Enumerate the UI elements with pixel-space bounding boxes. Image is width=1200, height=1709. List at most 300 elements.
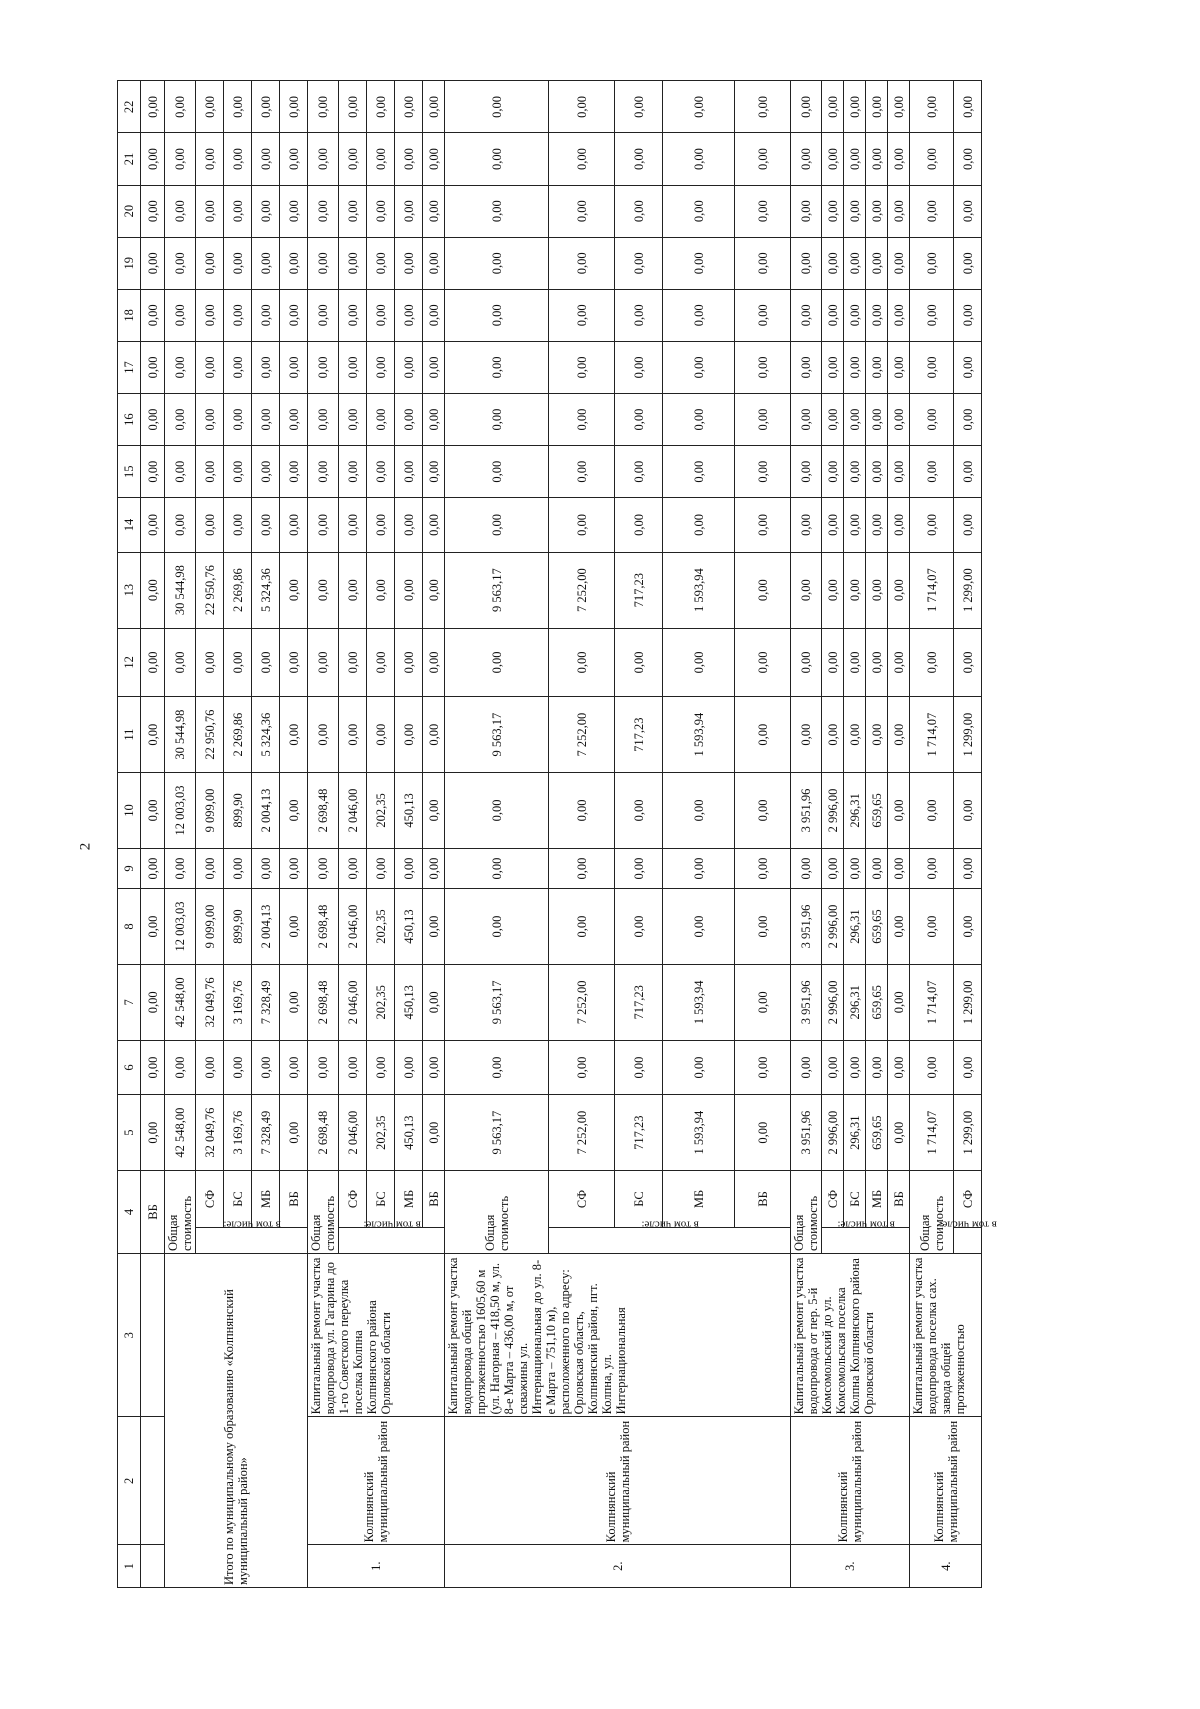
source-cell: СФ	[339, 1171, 367, 1228]
value-cell: 0,00	[735, 1040, 791, 1094]
value-cell: 1 714,07	[910, 552, 954, 628]
value-cell: 5 324,36	[252, 552, 280, 628]
value-cell: 0,00	[308, 446, 339, 498]
value-cell: 3 951,96	[791, 889, 822, 965]
value-cell: 0,00	[141, 446, 165, 498]
value-cell: 0,00	[423, 964, 445, 1040]
value-cell: 0,00	[822, 237, 844, 289]
value-cell: 2 996,00	[822, 773, 844, 849]
value-cell: 0,00	[395, 81, 423, 133]
value-cell: 2 269,86	[224, 552, 252, 628]
value-cell: 0,00	[308, 552, 339, 628]
page-number: 2	[77, 842, 94, 851]
value-cell: 0,00	[196, 133, 224, 185]
value-cell: 0,00	[844, 341, 866, 393]
col-22: 22	[118, 81, 141, 133]
source-cell: БС	[615, 1171, 663, 1228]
source-cell: ВБ	[735, 1171, 791, 1228]
value-cell: 0,00	[252, 237, 280, 289]
object-number: 3.	[791, 1545, 910, 1588]
col-17: 17	[118, 341, 141, 393]
value-cell: 0,00	[822, 81, 844, 133]
col-21: 21	[118, 133, 141, 185]
value-cell: 0,00	[735, 1095, 791, 1171]
source-cell: БС	[367, 1171, 395, 1228]
value-cell: 0,00	[954, 341, 982, 393]
value-cell: 0,00	[280, 498, 308, 552]
value-cell: 0,00	[791, 498, 822, 552]
value-cell: 0,00	[196, 498, 224, 552]
value-cell: 0,00	[888, 133, 910, 185]
col-11: 11	[118, 697, 141, 773]
value-cell: 3 169,76	[224, 964, 252, 1040]
value-cell: 0,00	[196, 341, 224, 393]
value-cell: 0,00	[339, 498, 367, 552]
value-cell: 1 299,00	[954, 964, 982, 1040]
value-cell: 0,00	[954, 773, 982, 849]
value-cell: 0,00	[367, 394, 395, 446]
value-cell: 0,00	[615, 848, 663, 888]
value-cell: 0,00	[141, 237, 165, 289]
col-12: 12	[118, 628, 141, 697]
value-cell: 0,00	[910, 848, 954, 888]
table-row	[141, 29, 165, 1588]
source-cell: СФ	[954, 1171, 982, 1228]
value-cell: 0,00	[549, 341, 615, 393]
value-cell: 0,00	[395, 289, 423, 341]
value-cell: 0,00	[339, 133, 367, 185]
value-cell: 2 004,13	[252, 773, 280, 849]
value-cell: 0,00	[663, 848, 735, 888]
value-cell: 0,00	[954, 889, 982, 965]
value-cell: 0,00	[549, 773, 615, 849]
value-cell: 0,00	[791, 289, 822, 341]
value-cell: 202,35	[367, 964, 395, 1040]
value-cell: 0,00	[445, 628, 549, 697]
col-3: 3	[118, 1253, 141, 1416]
value-cell: 7 328,49	[252, 1095, 280, 1171]
value-cell: 0,00	[910, 628, 954, 697]
value-cell: 0,00	[280, 133, 308, 185]
value-cell: 0,00	[308, 133, 339, 185]
value-cell: 0,00	[252, 185, 280, 237]
value-cell: 2 046,00	[339, 964, 367, 1040]
value-cell: 0,00	[423, 1095, 445, 1171]
value-cell: 0,00	[308, 628, 339, 697]
object-description: Капитальный ремонт участка водопровода от пер. 5-й Комсомольский до ул. Комсомольская поселка Колпна Колпнянского района Орловской области	[791, 1253, 910, 1416]
value-cell: 0,00	[395, 1040, 423, 1094]
value-cell: 2 046,00	[339, 773, 367, 849]
value-cell: 0,00	[280, 446, 308, 498]
value-cell: 3 951,96	[791, 773, 822, 849]
value-cell: 0,00	[615, 498, 663, 552]
value-cell: 0,00	[280, 773, 308, 849]
value-cell: 0,00	[866, 394, 888, 446]
value-cell: 2 046,00	[339, 889, 367, 965]
value-cell: 0,00	[423, 848, 445, 888]
value-cell: 0,00	[954, 289, 982, 341]
vtom-label-text: в том числе:	[223, 1218, 282, 1231]
value-cell: 0,00	[844, 394, 866, 446]
col-4: 4	[118, 1171, 141, 1254]
value-cell: 32 049,76	[196, 964, 224, 1040]
value-cell: 202,35	[367, 1095, 395, 1171]
source-cell: ВБ	[280, 1171, 308, 1228]
value-cell: 0,00	[280, 848, 308, 888]
value-cell: 0,00	[423, 446, 445, 498]
table-row	[791, 29, 822, 1588]
value-cell: 0,00	[445, 237, 549, 289]
value-cell: 7 252,00	[549, 964, 615, 1040]
value-cell: 3 951,96	[791, 1095, 822, 1171]
value-cell: 0,00	[445, 133, 549, 185]
value-cell: 0,00	[822, 848, 844, 888]
value-cell: 0,00	[791, 185, 822, 237]
value-cell: 0,00	[339, 81, 367, 133]
value-cell: 0,00	[844, 498, 866, 552]
value-cell: 0,00	[196, 237, 224, 289]
value-cell: 0,00	[224, 1040, 252, 1094]
value-cell: 0,00	[954, 81, 982, 133]
value-cell: 0,00	[549, 498, 615, 552]
col-7: 7	[118, 964, 141, 1040]
value-cell: 3 169,76	[224, 1095, 252, 1171]
value-cell: 0,00	[445, 1040, 549, 1094]
value-cell: 0,00	[423, 394, 445, 446]
value-cell: 450,13	[395, 889, 423, 965]
vtom-label-text: в том числе:	[363, 1218, 422, 1231]
value-cell: 0,00	[549, 289, 615, 341]
value-cell: 0,00	[615, 394, 663, 446]
value-cell: 0,00	[954, 848, 982, 888]
value-cell: 717,23	[615, 697, 663, 773]
value-cell: 0,00	[888, 848, 910, 888]
value-cell: 2 698,48	[308, 964, 339, 1040]
value-cell: 2 996,00	[822, 964, 844, 1040]
col-18: 18	[118, 289, 141, 341]
col-1: 1	[118, 1545, 141, 1588]
value-cell: 0,00	[735, 498, 791, 552]
col-5: 5	[118, 1095, 141, 1171]
value-cell: 0,00	[395, 133, 423, 185]
col-14: 14	[118, 498, 141, 552]
value-cell: 0,00	[141, 848, 165, 888]
value-cell: 0,00	[663, 185, 735, 237]
source-cell: МБ	[663, 1171, 735, 1228]
value-cell: 0,00	[252, 1040, 280, 1094]
value-cell: 0,00	[663, 289, 735, 341]
value-cell: 0,00	[141, 133, 165, 185]
vtom-label	[822, 1218, 910, 1253]
value-cell: 0,00	[423, 81, 445, 133]
value-cell: 0,00	[866, 697, 888, 773]
value-cell: 0,00	[395, 628, 423, 697]
source-cell: ВБ	[423, 1171, 445, 1228]
col-2: 2	[118, 1417, 141, 1545]
source-cell: СФ	[196, 1171, 224, 1228]
value-cell: 0,00	[866, 446, 888, 498]
value-cell: 0,00	[735, 341, 791, 393]
value-cell: 0,00	[735, 133, 791, 185]
value-cell: 0,00	[196, 81, 224, 133]
value-cell: 0,00	[252, 394, 280, 446]
value-cell: 0,00	[339, 446, 367, 498]
value-cell: 0,00	[888, 1040, 910, 1094]
value-cell: 0,00	[367, 185, 395, 237]
value-cell: 7 252,00	[549, 697, 615, 773]
value-cell: 0,00	[423, 237, 445, 289]
value-cell: 0,00	[196, 628, 224, 697]
value-cell: 0,00	[844, 628, 866, 697]
value-cell: 0,00	[308, 341, 339, 393]
value-cell: 0,00	[395, 848, 423, 888]
value-cell: 1 714,07	[910, 964, 954, 1040]
value-cell: 0,00	[280, 81, 308, 133]
value-cell: 0,00	[549, 81, 615, 133]
value-cell: 0,00	[395, 446, 423, 498]
value-cell: 0,00	[822, 394, 844, 446]
value-cell: 202,35	[367, 889, 395, 965]
value-cell: 0,00	[395, 498, 423, 552]
value-cell: 0,00	[791, 552, 822, 628]
value-cell: 0,00	[423, 552, 445, 628]
value-cell: 30 544,98	[165, 697, 196, 773]
value-cell: 0,00	[822, 628, 844, 697]
value-cell: 9 099,00	[196, 889, 224, 965]
value-cell: 1 593,94	[663, 964, 735, 1040]
value-cell: 1 299,00	[954, 552, 982, 628]
value-cell: 0,00	[280, 341, 308, 393]
value-cell: 0,00	[735, 848, 791, 888]
value-cell: 0,00	[549, 133, 615, 185]
value-cell: 0,00	[308, 498, 339, 552]
value-cell: 0,00	[445, 446, 549, 498]
value-cell: 0,00	[791, 394, 822, 446]
value-cell: 0,00	[844, 446, 866, 498]
source-cell: ВБ	[141, 1171, 165, 1254]
value-cell: 0,00	[844, 848, 866, 888]
value-cell: 0,00	[141, 964, 165, 1040]
value-cell: 0,00	[308, 185, 339, 237]
obshaya-label: Общая стоимость	[791, 1171, 822, 1254]
value-cell: 0,00	[866, 289, 888, 341]
table-row	[910, 29, 954, 1588]
value-cell: 659,65	[866, 1095, 888, 1171]
vtom-label	[339, 1218, 445, 1253]
value-cell: 0,00	[423, 133, 445, 185]
value-cell: 0,00	[822, 185, 844, 237]
value-cell: 0,00	[910, 237, 954, 289]
value-cell: 0,00	[423, 697, 445, 773]
value-cell: 0,00	[735, 628, 791, 697]
value-cell: 0,00	[224, 341, 252, 393]
value-cell: 0,00	[445, 341, 549, 393]
col-10: 10	[118, 773, 141, 849]
col-16: 16	[118, 394, 141, 446]
value-cell: 0,00	[339, 185, 367, 237]
value-cell: 0,00	[224, 394, 252, 446]
table-body	[141, 29, 998, 1588]
value-cell: 0,00	[735, 697, 791, 773]
vtom-label	[939, 1218, 998, 1253]
value-cell: 0,00	[910, 185, 954, 237]
value-cell: 0,00	[224, 81, 252, 133]
value-cell: 0,00	[910, 889, 954, 965]
blank-cell	[141, 1417, 165, 1545]
value-cell: 0,00	[888, 81, 910, 133]
value-cell: 0,00	[663, 394, 735, 446]
value-cell: 0,00	[954, 628, 982, 697]
value-cell: 0,00	[866, 185, 888, 237]
value-cell: 0,00	[141, 1040, 165, 1094]
value-cell: 899,90	[224, 773, 252, 849]
value-cell: 0,00	[844, 289, 866, 341]
value-cell: 0,00	[663, 341, 735, 393]
value-cell: 0,00	[888, 773, 910, 849]
value-cell: 0,00	[339, 848, 367, 888]
value-cell: 9 563,17	[445, 964, 549, 1040]
value-cell: 0,00	[663, 446, 735, 498]
value-cell: 3 951,96	[791, 964, 822, 1040]
value-cell: 0,00	[423, 289, 445, 341]
obshaya-label: Общая стоимость	[308, 1171, 339, 1254]
source-cell: МБ	[252, 1171, 280, 1228]
value-cell: 0,00	[735, 552, 791, 628]
value-cell: 0,00	[308, 81, 339, 133]
value-cell: 0,00	[280, 289, 308, 341]
value-cell: 0,00	[367, 1040, 395, 1094]
value-cell: 0,00	[549, 185, 615, 237]
value-cell: 0,00	[735, 446, 791, 498]
value-cell: 0,00	[791, 237, 822, 289]
value-cell: 0,00	[395, 237, 423, 289]
value-cell: 2 698,48	[308, 1095, 339, 1171]
value-cell: 0,00	[280, 394, 308, 446]
value-cell: 0,00	[954, 446, 982, 498]
value-cell: 659,65	[866, 773, 888, 849]
value-cell: 9 099,00	[196, 773, 224, 849]
object-description: Капитальный ремонт участка водопровода поселка сах. завода общей протяженностью	[910, 1253, 982, 1416]
value-cell: 42 548,00	[165, 964, 196, 1040]
object-number: 2.	[445, 1545, 791, 1588]
total-title: Итого по муниципальному образованию «Колпнянский муниципальный район»	[165, 1253, 308, 1587]
value-cell: 0,00	[866, 133, 888, 185]
value-cell: 0,00	[615, 628, 663, 697]
value-cell: 0,00	[735, 81, 791, 133]
value-cell: 0,00	[888, 628, 910, 697]
value-cell: 0,00	[910, 1040, 954, 1094]
value-cell: 0,00	[165, 289, 196, 341]
value-cell: 0,00	[224, 848, 252, 888]
value-cell: 12 003,03	[165, 773, 196, 849]
value-cell: 0,00	[866, 552, 888, 628]
value-cell: 0,00	[395, 341, 423, 393]
value-cell: 0,00	[844, 552, 866, 628]
value-cell: 0,00	[615, 446, 663, 498]
value-cell: 0,00	[866, 1040, 888, 1094]
value-cell: 0,00	[308, 394, 339, 446]
object-description: Капитальный ремонт участка водопровода ул. Гагарина до 1-го Советского переулка поселка Колпна Колпнянского района Орловской области	[308, 1253, 445, 1416]
value-cell: 0,00	[735, 237, 791, 289]
value-cell: 0,00	[308, 697, 339, 773]
value-cell: 0,00	[280, 1095, 308, 1171]
value-cell: 0,00	[165, 446, 196, 498]
vtom-label-text: в том числе:	[939, 1218, 998, 1231]
value-cell: 0,00	[910, 446, 954, 498]
value-cell: 0,00	[423, 1040, 445, 1094]
value-cell: 0,00	[549, 848, 615, 888]
value-cell: 0,00	[791, 697, 822, 773]
value-cell: 0,00	[280, 552, 308, 628]
obshaya-label: Общая стоимость	[445, 1171, 549, 1254]
value-cell: 296,31	[844, 889, 866, 965]
value-cell: 32 049,76	[196, 1095, 224, 1171]
value-cell: 0,00	[165, 1040, 196, 1094]
value-cell: 0,00	[395, 185, 423, 237]
col-9: 9	[118, 848, 141, 888]
object-district: Колпнянский муниципальный район	[445, 1417, 791, 1545]
value-cell: 450,13	[395, 1095, 423, 1171]
value-cell: 0,00	[141, 1095, 165, 1171]
value-cell: 0,00	[339, 552, 367, 628]
value-cell: 9 563,17	[445, 552, 549, 628]
value-cell: 0,00	[445, 81, 549, 133]
value-cell: 0,00	[615, 133, 663, 185]
value-cell: 0,00	[822, 552, 844, 628]
value-cell: 0,00	[888, 964, 910, 1040]
value-cell: 0,00	[445, 498, 549, 552]
value-cell: 0,00	[196, 1040, 224, 1094]
value-cell: 659,65	[866, 889, 888, 965]
value-cell: 0,00	[663, 498, 735, 552]
value-cell: 0,00	[822, 341, 844, 393]
value-cell: 0,00	[367, 81, 395, 133]
table-row	[165, 29, 196, 1588]
value-cell: 0,00	[844, 697, 866, 773]
value-cell: 1 593,94	[663, 552, 735, 628]
value-cell: 0,00	[308, 289, 339, 341]
value-cell: 0,00	[280, 237, 308, 289]
value-cell: 0,00	[910, 773, 954, 849]
value-cell: 0,00	[615, 341, 663, 393]
value-cell: 0,00	[791, 848, 822, 888]
value-cell: 0,00	[663, 773, 735, 849]
value-cell: 0,00	[165, 498, 196, 552]
value-cell: 2 996,00	[822, 1095, 844, 1171]
value-cell: 2 046,00	[339, 1095, 367, 1171]
value-cell: 22 950,76	[196, 697, 224, 773]
value-cell: 0,00	[339, 289, 367, 341]
value-cell: 0,00	[615, 773, 663, 849]
value-cell: 0,00	[423, 628, 445, 697]
value-cell: 1 714,07	[910, 697, 954, 773]
value-cell: 0,00	[445, 889, 549, 965]
col-6: 6	[118, 1040, 141, 1094]
value-cell: 0,00	[423, 889, 445, 965]
value-cell: 0,00	[141, 697, 165, 773]
value-cell: 0,00	[252, 341, 280, 393]
value-cell: 0,00	[196, 185, 224, 237]
value-cell: 0,00	[165, 237, 196, 289]
value-cell: 0,00	[252, 498, 280, 552]
value-cell: 0,00	[549, 446, 615, 498]
value-cell: 0,00	[735, 964, 791, 1040]
value-cell: 9 563,17	[445, 1095, 549, 1171]
value-cell: 0,00	[822, 697, 844, 773]
value-cell: 0,00	[367, 133, 395, 185]
value-cell: 0,00	[308, 848, 339, 888]
source-cell: СФ	[822, 1171, 844, 1228]
